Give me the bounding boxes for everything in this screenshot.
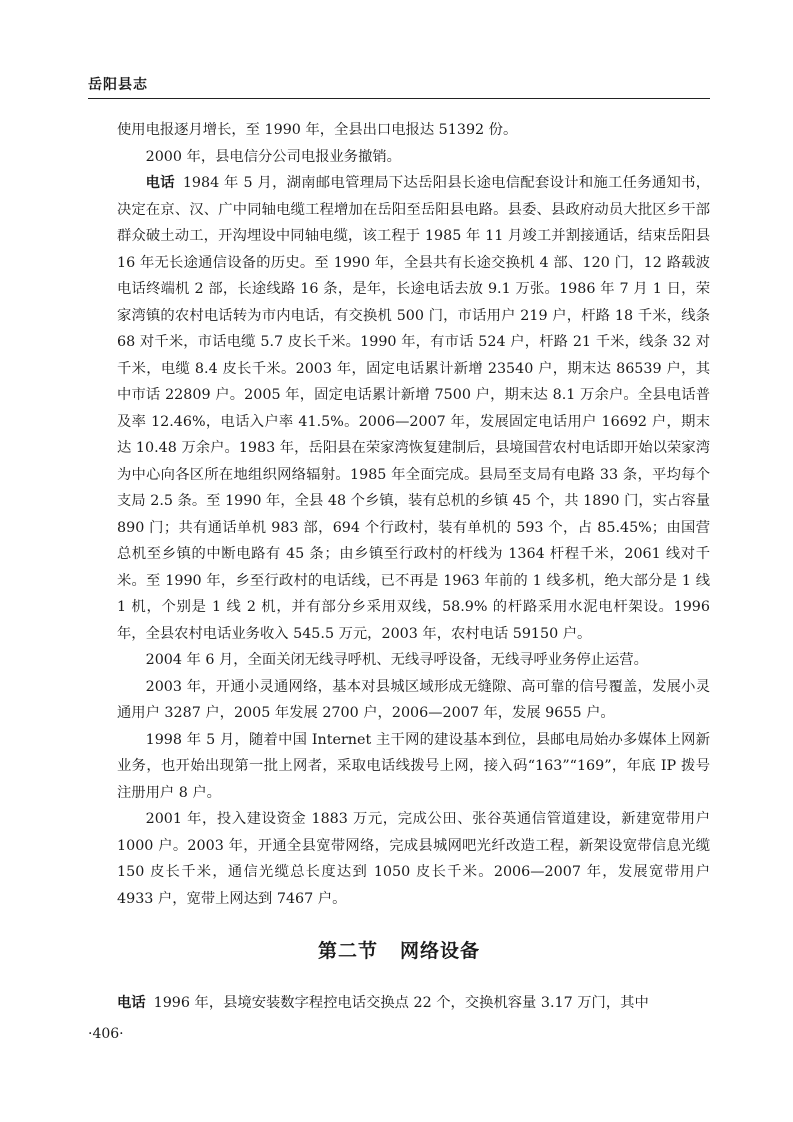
- paragraph-internet: 1998 年 5 月，随着中国 Internet 主干网的建设基本到位，县邮电局始办多媒体上网新业务，也开始出现第一批上网者，采取电话线拨号上网，接入码“163”“169”，年底 IP 拨号注册用户 8 户。: [117, 731, 710, 801]
- paragraph-telegraph-cancelled: 2000 年，县电信分公司电报业务撤销。: [145, 148, 401, 165]
- paragraph-network-telephone-text: 1996 年，县境安装数字程控电话交换点 22 个，交换机容量 3.17 万门，其中: [153, 995, 649, 1011]
- body-text: [117, 117, 710, 912]
- runin-label: 电话: [145, 175, 175, 191]
- paragraph-telephone: [117, 170, 710, 647]
- running-header-title: 岳阳县志: [88, 77, 148, 93]
- paragraph-phs: 2003 年，开通小灵通网络，基本对县城区域形成无缝隙、高可靠的信号覆盖，发展小灵通用户 3287 户，2005 年发展 2700 户，2006—2007 年，发展 9655 户。: [117, 678, 710, 721]
- header-rule: [88, 98, 710, 99]
- paragraph-telephone-text: 1984 年 5 月，湖南邮电管理局下达岳阳县长途电信配套设计和施工任务通知书，决定在京、汉、广中同轴电缆工程增加在岳阳至岳阳县电路。县委、县政府动员大批区乡干部群众破土动工，开沟埋设中同轴电缆，该工程于 1985 年 11 月竣工并割接通话，结束岳阳县 16 年无长途通信设备的历史。至 1990 年，全县共有长途交换机 4 部、120 门，12 路载波电话终端机 2 部，长途线路 16 条，是年，长途电话去放 9.1 万张。1986 年 7 月 1 日，荣家湾镇的农村电话转为市内电话，有交换机 500 门，市话用户 219 户，杆路 18 千米，线条 68 对千米，市话电缆 5.7 皮长千米。1990 年，有市话 524 户，杆路 21 千米，线条 32 对千米，电缆 8.4 皮长千米。2003 年，固定电话累计新增 23540 户，期末达 86539 户，其中市话 22809 户。2005 年，固定电话累计新增 7500 户，期末达 8.1 万余户。全县电话普及率 12.46%，电话入户率 41.5%。2006—2007 年，发展固定电话用户 16692 户，期末达 10.48 万余户。1983 年，岳阳县在荣家湾恢复建制后，县境国营农村电话即开始以荣家湾为中心向各区所在地组织网络辐射。1985 年全面完成。县局至支局有电路 33 条，平均每个支局 2.5 条。至 1990 年，全县 48 个乡镇，装有总机的乡镇 45 个，共 1890 门，实占容量 890 门；共有通话单机 983 部，694 个行政村，装有单机的 593 个，占 85.45%；由国营总机至乡镇的中断电路有 45 条；由乡镇至行政村的杆线为 1364 杆程千米，2061 线对千米。至 1990 年，乡至行政村的电话线，已不再是 1963 年前的 1 线多机，绝大部分是 1 线 1 机，个别是 1 线 2 机，并有部分乡采用双线，58.9% 的杆路采用水泥电杆架设。1996 年，全县农村电话业务收入 545.5 万元，2003 年，农村电话 59150 户。: [117, 175, 710, 642]
- section-number: 第二节: [317, 940, 378, 962]
- page-number: ·406·: [88, 1026, 124, 1042]
- paragraph-telegraph-growth: 使用电报逐月增长，至 1990 年，全县出口电报达 51392 份。: [117, 122, 518, 138]
- section-heading: [88, 936, 710, 963]
- paragraph-network-telephone: [117, 990, 710, 1017]
- paragraph-broadband: 2001 年，投入建设资金 1883 万元，完成公田、张谷英通信管道建设，新建宽带用户 1000 户。2003 年，开通全县宽带网络，完成县城网吧光纤改造工程，新架设宽带信息光缆 150 皮长千米，通信光缆总长度达到 1050 皮长千米。2006—2007 年，发展宽带用户 4933 户，宽带上网达到 7467 户。: [117, 811, 710, 907]
- paragraph-paging: 2004 年 6 月，全面关闭无线寻呼机、无线寻呼设备，无线寻呼业务停止运营。: [145, 652, 648, 668]
- runin-label: 电话: [117, 995, 146, 1011]
- section-title: 网络设备: [400, 940, 481, 962]
